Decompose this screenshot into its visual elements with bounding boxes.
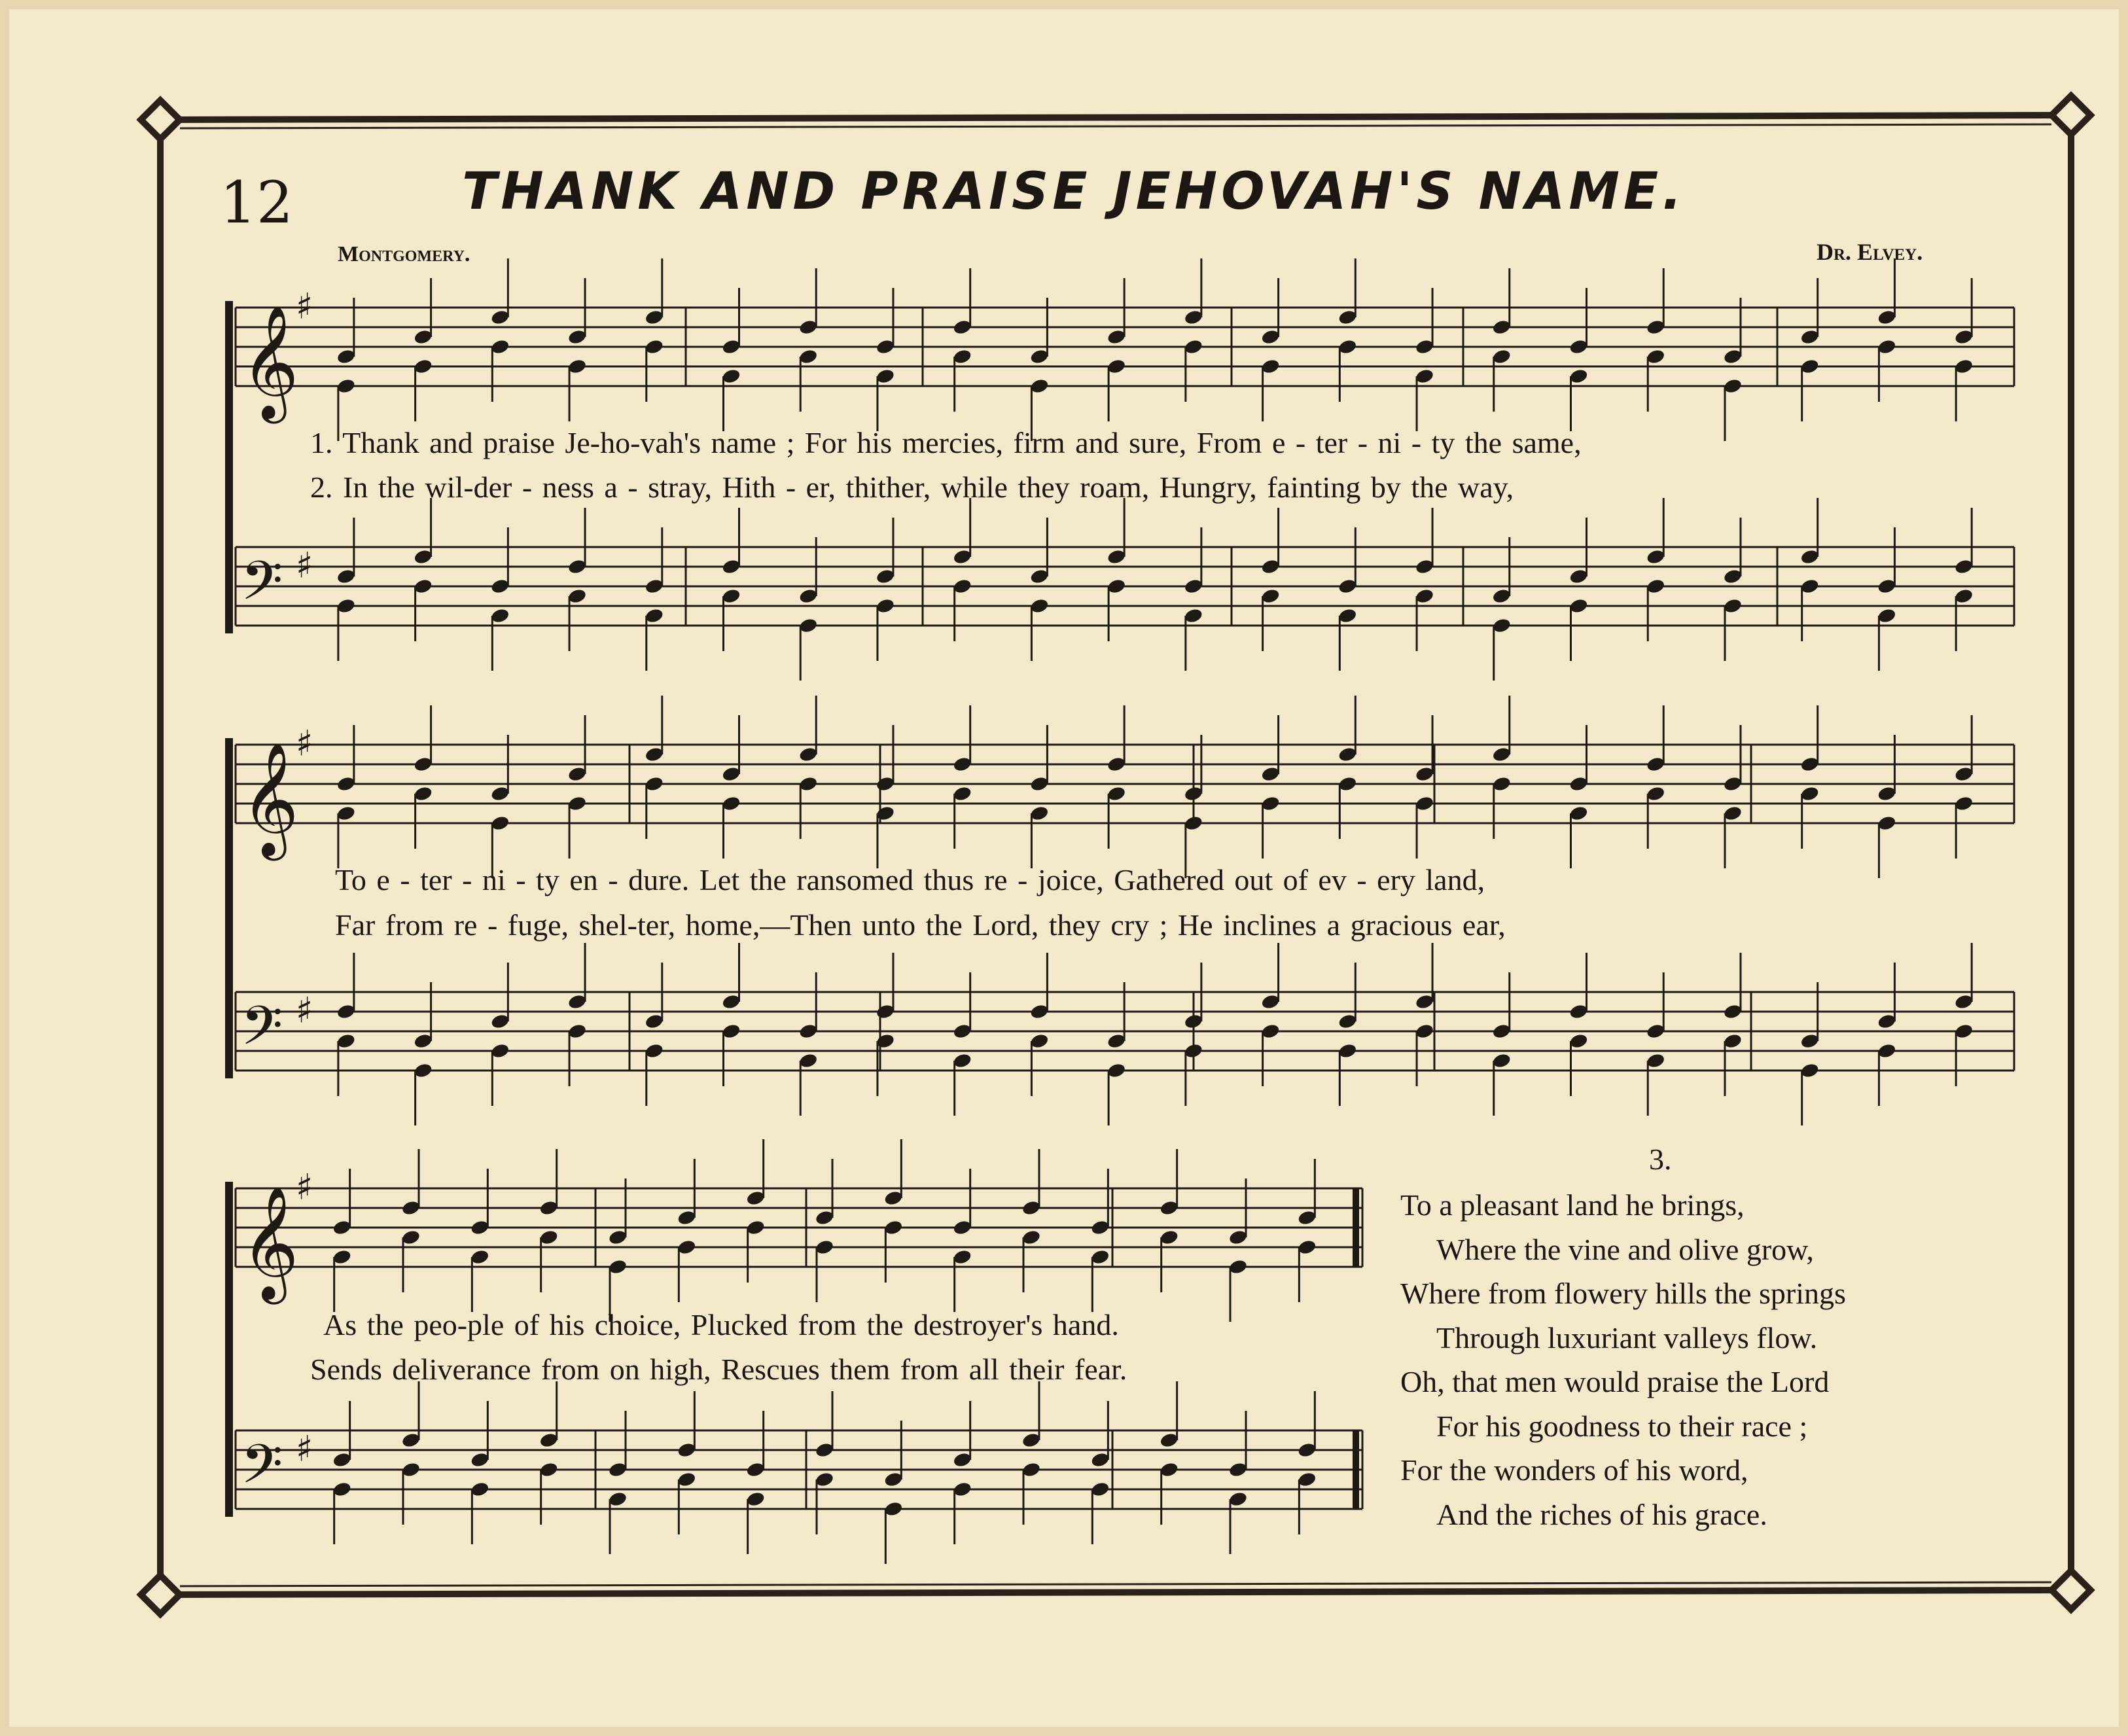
sharp-key-signature-icon: ♯ — [296, 544, 313, 586]
verse-3-number: 3. — [1649, 1143, 1672, 1176]
sharp-key-signature-icon: ♯ — [296, 1166, 313, 1208]
verse-3-line: Oh, that men would praise the Lord — [1400, 1365, 1830, 1398]
lyrics-system2-verse2: Far from re - fuge, shel-ter, home,—Then unto the Lord, they cry ; He inclines a gracious ear, — [335, 908, 1506, 942]
sharp-key-signature-icon: ♯ — [296, 285, 313, 327]
lyrics-system3-verse1: As the peo-ple of his choice, Plucked from the destroyer's hand. — [323, 1308, 1119, 1341]
verse-3-line: To a pleasant land he brings, — [1400, 1188, 1745, 1222]
sharp-key-signature-icon: ♯ — [296, 722, 313, 764]
author-credit: Montgomery. — [338, 242, 470, 266]
composer-credit: Dr. Elvey. — [1817, 239, 1923, 265]
lyrics-system1-verse1: 1. Thank and praise Je-ho-vah's name ; For his mercies, firm and sure, From e - ter - ni - ty the same, — [310, 426, 1582, 459]
sharp-key-signature-icon: ♯ — [296, 989, 313, 1031]
lyrics-system3-verse2: Sends deliverance from on high, Rescues them from all their fear. — [310, 1353, 1127, 1386]
sharp-key-signature-icon: ♯ — [296, 1428, 313, 1470]
lyrics-system2-verse1: To e - ter - ni - ty en - dure. Let the ransomed thus re - joice, Gathered out of ev - ery land, — [335, 863, 1485, 896]
verse-3-line: Where the vine and olive grow, — [1436, 1233, 1814, 1266]
bass-clef-icon: 𝄢 — [241, 549, 283, 626]
treble-clef-icon: 𝄞 — [241, 1186, 299, 1300]
verse-3-line: For the wonders of his word, — [1400, 1453, 1748, 1487]
verse-3-line: Through luxuriant valleys flow. — [1436, 1321, 1818, 1355]
treble-clef-icon: 𝄞 — [241, 305, 299, 419]
lyrics-system1-verse2: 2. In the wil-der - ness a - stray, Hith - er, thither, while they roam, Hungry, fainting by the way, — [310, 470, 1514, 504]
bass-clef-icon: 𝄢 — [241, 994, 283, 1071]
verse-3-line: Where from flowery hills the springs — [1400, 1277, 1846, 1310]
page-number: 12 — [220, 169, 293, 236]
treble-clef-icon: 𝄞 — [241, 742, 299, 856]
verse-3-line: For his goodness to their race ; — [1436, 1409, 1808, 1443]
hymn-title: THANK AND PRAISE JEHOVAH'S NAME. — [462, 162, 1686, 221]
verse-3-line: And the riches of his grace. — [1436, 1498, 1767, 1531]
bass-clef-icon: 𝄢 — [241, 1432, 283, 1509]
